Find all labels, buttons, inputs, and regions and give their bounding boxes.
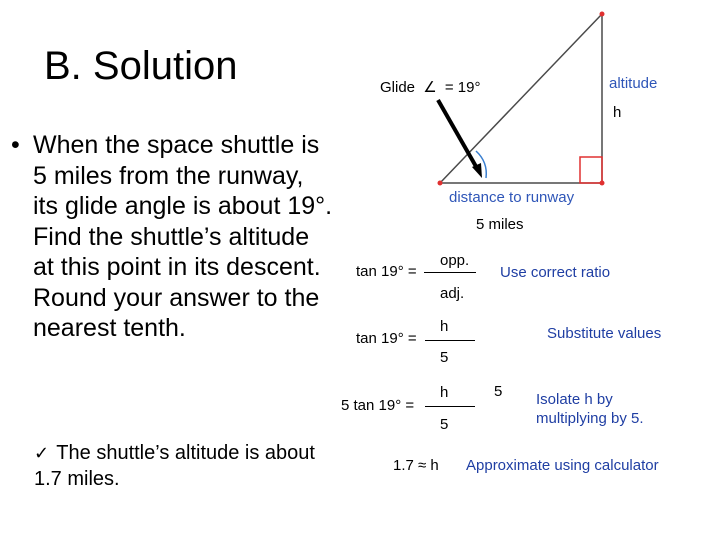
eq1-denominator: adj. [440, 285, 465, 302]
eq3-fraction-bar [425, 406, 475, 407]
eq1-fraction-bar [424, 272, 476, 273]
glide-angle-label: Glide ∠ = 19° [380, 79, 481, 96]
eq3-multiplier: 5 [494, 383, 503, 400]
altitude-label: altitude [609, 75, 658, 92]
h-label: h [613, 104, 622, 121]
eq2-numerator: h [440, 318, 449, 335]
eq3-note-line1: Isolate h by [536, 391, 613, 408]
eq3-denominator: 5 [440, 416, 449, 433]
eq3-numerator: h [440, 384, 449, 401]
eq2-denominator: 5 [440, 349, 449, 366]
eq2-left: tan 19° = [356, 330, 417, 347]
eq3-left: 5 tan 19° = [341, 397, 415, 414]
eq2-note: Substitute values [547, 325, 662, 342]
eq2-fraction-bar [425, 340, 475, 341]
start-vertex-dot [438, 181, 443, 186]
right-angle-marker [580, 157, 602, 183]
eq1-note: Use correct ratio [500, 264, 611, 281]
eq4-result: 1.7 ≈ h [393, 457, 439, 474]
hypotenuse-line [440, 14, 602, 183]
eq4-note: Approximate using calculator [466, 457, 659, 474]
eq1-left: tan 19° = [356, 263, 417, 280]
glide-angle-pointer-arrow [438, 100, 478, 170]
five-miles-label: 5 miles [476, 216, 524, 233]
problem-text: When the space shuttle is 5 miles from the runway, its glide angle is about 19°. Find the shuttle’s altitude at this point in its descent. Round your answer to the nearest tenth. [33, 131, 333, 342]
slide-title: B. Solution [44, 44, 238, 88]
bullet-icon: • [11, 131, 20, 159]
checkmark-icon: ✓ [34, 443, 50, 463]
runway-vertex-dot [600, 181, 605, 186]
eq1-numerator: opp. [440, 252, 470, 269]
shuttle-vertex-dot [600, 12, 605, 17]
answer-text: The shuttle’s altitude is about 1.7 miles. [34, 442, 315, 490]
angle-symbol-icon: ∠ [423, 79, 437, 96]
distance-to-runway-label: distance to runway [449, 189, 575, 206]
eq3-note-line2: multiplying by 5. [536, 410, 644, 427]
